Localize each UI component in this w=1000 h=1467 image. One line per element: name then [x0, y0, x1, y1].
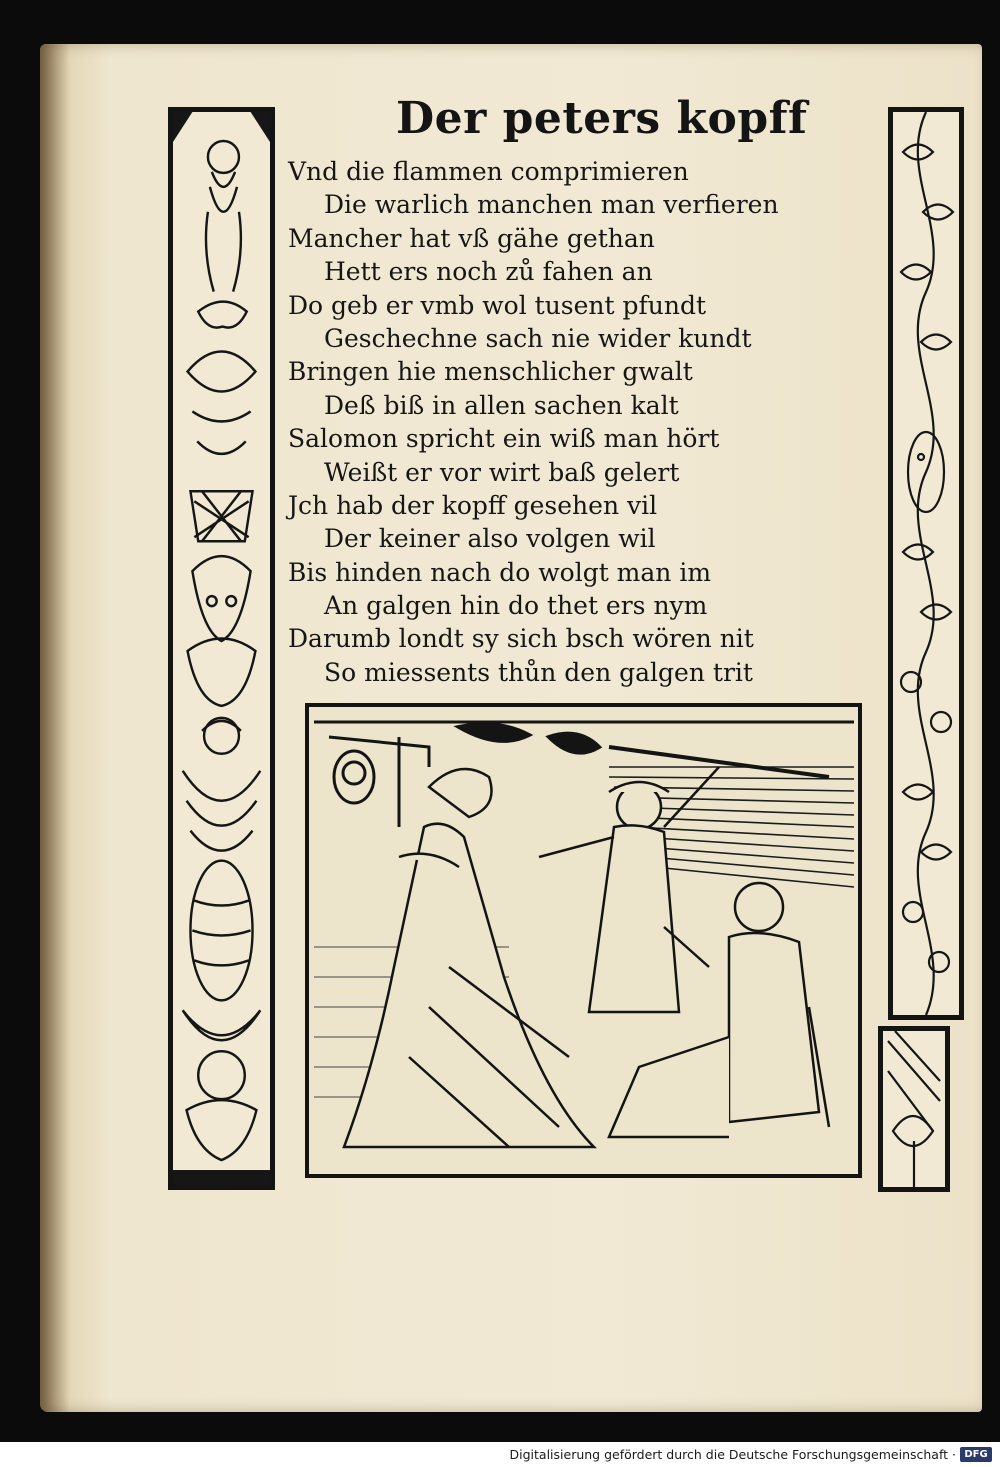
verse-line: Darumb londt sy sich bsch wören nit: [288, 624, 754, 654]
left-ornamental-border: [168, 107, 275, 1190]
footer-bar: [0, 1442, 1000, 1467]
verse-line: Bringen hie menschlicher gwalt: [288, 357, 693, 387]
gutter-shadow: [40, 44, 70, 1412]
verse-line: Mancher hat vß gähe gethan: [288, 223, 655, 253]
verse-line: Der keiner also volgen wil: [324, 524, 656, 554]
verse-line: Do geb er vmb wol tusent pfundt: [288, 290, 707, 320]
verse-line: An galgen hin do thet ers nym: [324, 591, 708, 621]
verse-line: Bis hinden nach do wolgt man im: [288, 557, 712, 587]
right-lower-border: [878, 1026, 950, 1192]
dfg-logo[interactable]: DFG: [960, 1447, 992, 1462]
woodcut-artwork: [309, 707, 858, 1174]
verse-line: Deß biß in allen sachen kalt: [324, 390, 679, 420]
verse-line: Hett ers noch zů fahen an: [324, 257, 653, 287]
verse-line: So miessents thůn den galgen trit: [324, 657, 753, 687]
woodcut-illustration: [305, 703, 862, 1178]
verse-line: Jch hab der kopff gesehen vil: [288, 490, 658, 520]
right-border-artwork: [893, 112, 959, 1015]
verse-line: Geschechne sach nie wider kundt: [324, 323, 752, 353]
right-floral-border: [888, 107, 964, 1020]
verse-line: Weißt er vor wirt baß gelert: [324, 457, 680, 487]
verse-line: Salomon spricht ein wiß man hört: [288, 424, 720, 454]
right-lower-border-artwork: [883, 1031, 945, 1187]
verse-line: Vnd die flammen comprimieren: [288, 157, 689, 186]
page-heading: Der peters kopff: [396, 93, 808, 144]
digitization-credit: Digitalisierung gefördert durch die Deutsche Forschungsgemeinschaft ·: [509, 1447, 956, 1462]
verse-line: Die warlich manchen man verfieren: [324, 190, 779, 220]
left-border-artwork: [173, 112, 270, 1185]
verse-text: [288, 155, 878, 689]
